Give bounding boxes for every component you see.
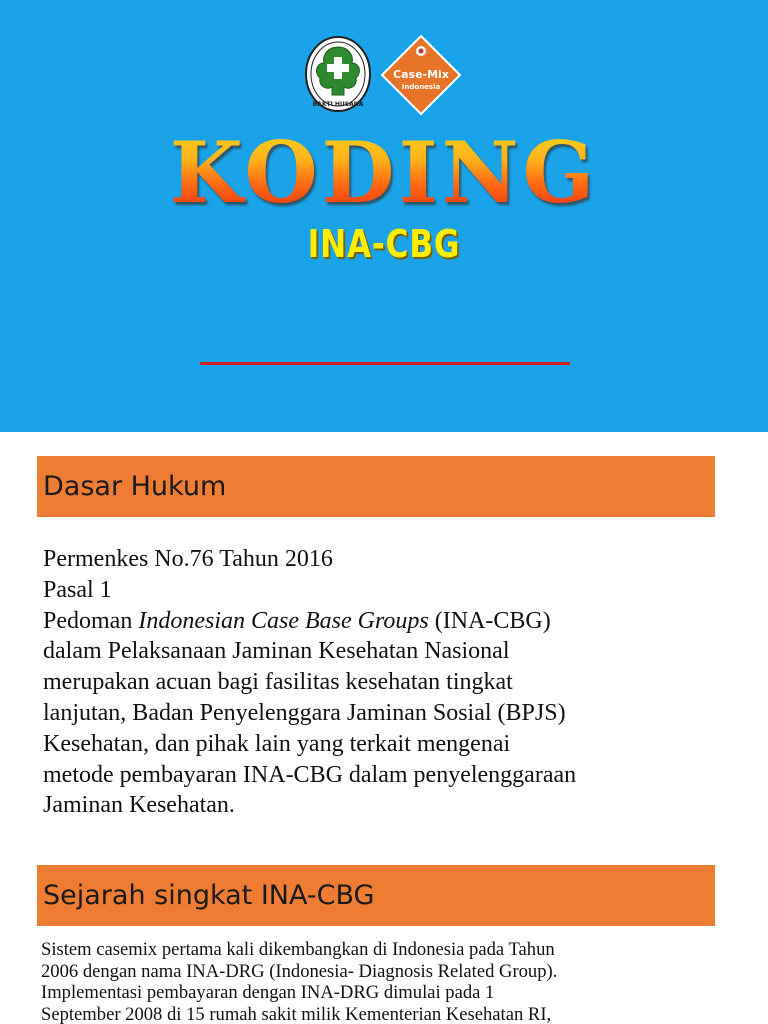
body-line: Pasal 1 xyxy=(43,576,112,603)
section-heading-text: Sejarah singkat INA-CBG xyxy=(43,880,375,911)
body-line: lanjutan, Badan Penyelenggara Jaminan Sosial (BPJS) xyxy=(43,699,566,726)
body-line: metode pembayaran INA-CBG dalam penyelenggaraan xyxy=(43,761,577,788)
cover-subtitle: INA-CBG xyxy=(307,222,461,266)
section-heading-dasar-hukum xyxy=(37,456,715,517)
body-line: dalam Pelaksanaan Jaminan Kesehatan Nasional xyxy=(43,638,510,665)
history-line: Sistem casemix pertama kali dikembangkan di Indonesia pada Tahun xyxy=(41,939,555,960)
bakti-husada-text: BAKTI HUSADA xyxy=(312,101,364,108)
pedoman-prefix: Pedoman xyxy=(43,607,139,634)
divider-line xyxy=(200,362,570,365)
body-line: Kesehatan, dan pihak lain yang terkait mengenai xyxy=(43,730,511,757)
cover-slide xyxy=(0,0,768,432)
casemix-title: Case-Mix xyxy=(393,68,449,81)
sejarah-body xyxy=(41,939,761,1024)
body-line: merupakan acuan bagi fasilitas kesehatan tingkat xyxy=(43,669,513,696)
section-heading-text: Dasar Hukum xyxy=(43,471,227,502)
history-line: Implementasi pembayaran dengan INA-DRG dimulai pada 1 xyxy=(41,982,495,1003)
pedoman-suffix: (INA-CBG) xyxy=(428,607,551,634)
section-heading-sejarah xyxy=(37,865,715,926)
logo-row xyxy=(0,30,768,120)
body-line: Permenkes No.76 Tahun 2016 xyxy=(43,546,333,572)
cover-title: KODING xyxy=(0,128,768,218)
history-line: September 2008 di 15 rumah sakit milik Kementerian Kesehatan RI, xyxy=(41,1003,552,1024)
casemix-subtitle: Indonesia xyxy=(401,83,441,91)
casemix-logo xyxy=(380,34,462,116)
history-line: 2006 dengan nama INA-DRG (Indonesia- Diagnosis Related Group). xyxy=(41,960,558,982)
dasar-hukum-body xyxy=(43,544,743,821)
pedoman-italic: Indonesian Case Base Groups xyxy=(138,607,429,634)
body-line-pedoman xyxy=(43,606,743,637)
bakti-husada-logo xyxy=(304,35,372,113)
body-line: Jaminan Kesehatan. xyxy=(43,792,235,819)
